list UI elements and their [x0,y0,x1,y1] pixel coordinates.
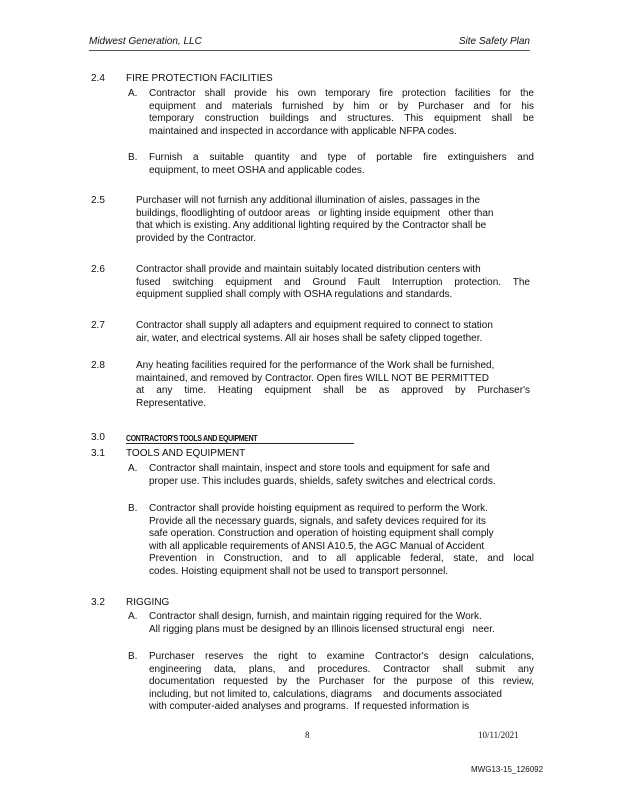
text-line: Purchaser reserves the right to examine Contractor's design calculations, [149,651,534,662]
section-2-4-a-label: A. [128,88,138,99]
text-line: All rigging plans must be designed by an Illinois licensed structural engi neer. [149,623,495,635]
section-2-6-text [136,264,530,302]
section-2-7-text [136,320,530,345]
text-line: Prevention in Construction, and to all applicable federal, state, and local [149,553,534,565]
text-line: equipment supplied shall comply with OSHA regulations and standards. [136,289,453,301]
section-2-6-number: 2.6 [91,264,105,275]
header-company: Midwest Generation, LLC [89,36,202,47]
text-line: Purchaser will not furnish any additional illumination of aisles, passages in the [136,195,481,206]
text-line: with all applicable requirements of ANSI A10.5, the AGC Manual of Accident [149,540,485,552]
text-line: including, but not limited to, calculations, diagrams and documents associated [149,688,502,700]
text-line: proper use. This includes guards, shields, safety switches and electrical cords. [149,475,496,487]
section-3-1-a-text [149,463,534,488]
text-line: Representative. [136,397,207,409]
section-2-5-number: 2.5 [91,195,105,206]
section-2-4-b-text [149,152,534,177]
text-line: Provide all the necessary guards, signals, and safety devices required for its [149,515,486,527]
text-line: Furnish a suitable quantity and type of portable fire extinguishers and [149,152,534,163]
footer-date: 10/11/2021 [478,730,519,740]
header-rule [89,50,530,51]
section-2-4-a-text [149,88,534,138]
text-line: engineering data, plans, and procedures. Contractor shall submit any [149,663,534,675]
section-3-2-title: RIGGING [126,597,170,608]
text-line: documentation requested by the Purchaser for the purpose of this review, [149,676,534,688]
section-3-2-b-text [149,651,534,714]
text-line: air, water, and electrical systems. All air hoses shall be safety clipped together. [136,332,483,344]
section-3-2-a-text [149,611,534,636]
section-2-5-text [136,195,530,245]
text-line: Contractor shall supply all adapters and equipment required to connect to station [136,320,493,331]
document-id: MWG13-15_126092 [471,765,544,774]
section-3-0-underline [126,443,354,444]
section-3-1-title: TOOLS AND EQUIPMENT [126,448,246,459]
section-3-0-number: 3.0 [91,432,105,443]
section-3-1-a-label: A. [128,463,138,474]
section-3-0-title: CONTRACTOR'S TOOLS AND EQUIPMENT [126,433,258,443]
section-2-8-number: 2.8 [91,360,105,371]
section-3-1-b-text [149,503,534,579]
section-2-8-text [136,360,530,410]
text-line: Any heating facilities required for the performance of the Work shall be furnished, [136,360,495,371]
text-line: equipment, to meet OSHA and applicable codes. [149,164,365,176]
text-line: maintained, and removed by Contractor. Open fires WILL NOT BE PERMITTED [136,372,489,384]
text-line: fused switching equipment and Ground Fault Interruption protection. The [136,276,530,288]
text-line: Contractor shall design, furnish, and maintain rigging required for the Work. [149,611,482,622]
text-line: equipment and materials furnished by him or by Purchaser and for his [149,100,534,112]
section-3-1-number: 3.1 [91,448,105,459]
section-3-2-number: 3.2 [91,597,105,608]
text-line: maintained and inspected in accordance with applicable NFPA codes. [149,125,457,137]
text-line: with computer-aided analyses and programs. If requested information is [149,701,470,713]
text-line: Contractor shall maintain, inspect and store tools and equipment for safe and [149,463,490,474]
section-3-2-a-label: A. [128,611,138,622]
section-2-4-b-label: B. [128,152,138,163]
text-line: temporary construction buildings and structures. This equipment shall be [149,113,534,125]
text-line: at any time. Heating equipment shall be as approved by Purchaser's [136,385,530,397]
text-line: Contractor shall provide hoisting equipment as required to perform the Work. [149,503,488,514]
text-line: Contractor shall provide and maintain suitably located distribution centers with [136,264,481,275]
text-line: codes. Hoisting equipment shall not be used to transport personnel. [149,565,449,577]
header-doc-title: Site Safety Plan [458,36,530,47]
text-line: Contractor shall provide his own temporary fire protection facilities for the [149,88,534,99]
text-line: that which is existing. Any additional lighting required by the Contractor shall be [136,220,487,232]
section-3-2-b-label: B. [128,651,138,662]
text-line: buildings, floodlighting of outdoor areas or lighting inside equipment other than [136,207,494,219]
section-2-4-title: FIRE PROTECTION FACILITIES [126,73,273,84]
section-3-1-b-label: B. [128,503,138,514]
text-line: safe operation. Construction and operation of hoisting equipment shall comply [149,528,494,540]
section-2-7-number: 2.7 [91,320,105,331]
section-2-4-number: 2.4 [91,73,105,84]
text-line: provided by the Contractor. [136,232,257,244]
page-number: 8 [305,730,310,740]
